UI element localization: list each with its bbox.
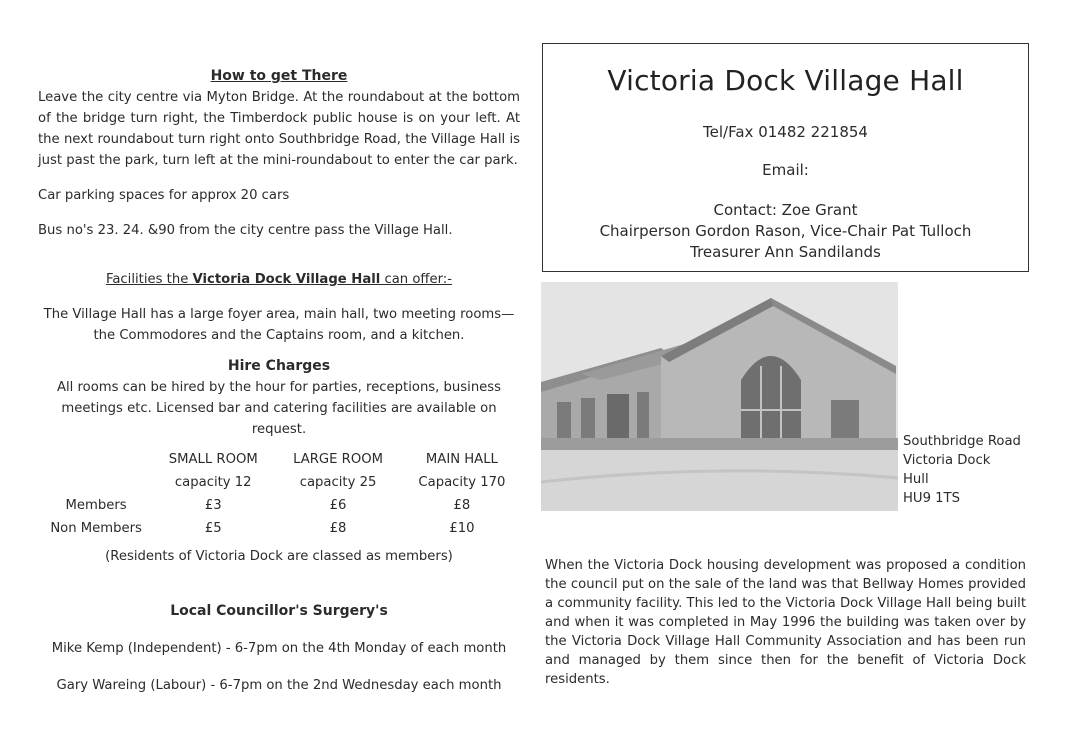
treasurer-line: Treasurer Ann Sandilands bbox=[690, 243, 881, 261]
facilities-hall-name: Victoria Dock Village Hall bbox=[192, 272, 381, 287]
corner-cell bbox=[38, 448, 154, 471]
price-row-members bbox=[38, 494, 520, 517]
hire-charges-title: Hire Charges bbox=[227, 358, 331, 374]
room-capacity: capacity 25 bbox=[299, 475, 377, 490]
tel-fax: Tel/Fax 01482 221854 bbox=[703, 123, 868, 141]
directions-text: Leave the city centre via Myton Bridge. At the roundabout at the bottom of the bridge turn right, the Timberdock public house is on your left. At the next roundabout turn right onto Southbridge Road, the Village Hall is just past the park, turn left at the mini-roundabout to enter the car park. bbox=[38, 90, 520, 168]
price-cell: £10 bbox=[449, 521, 475, 536]
corner-cell bbox=[38, 471, 154, 494]
surgery-line-1: Mike Kemp (Independent) - 6-7pm on the 4th Monday of each month bbox=[51, 641, 507, 656]
left-column bbox=[38, 66, 520, 696]
facilities-prefix: Facilities the bbox=[105, 272, 193, 287]
bus-text: Bus no's 23. 24. &90 from the city centre pass the Village Hall. bbox=[38, 223, 453, 238]
hire-line-1: All rooms can be hired by the hour for parties, receptions, business bbox=[56, 380, 502, 395]
hire-charges-table bbox=[38, 448, 520, 540]
facilities-heading bbox=[38, 269, 520, 290]
header-box bbox=[542, 43, 1029, 272]
residents-note: (Residents of Victoria Dock are classed as members) bbox=[105, 549, 453, 564]
parking-text: Car parking spaces for approx 20 cars bbox=[38, 188, 290, 203]
hall-photo bbox=[541, 282, 898, 511]
email-label: Email: bbox=[762, 161, 809, 179]
price-cell: £8 bbox=[453, 498, 471, 513]
history-paragraph: When the Victoria Dock housing development was proposed a condition the council put on the sale of the land was that Bellway Homes provided a community facility. This led to the Victoria Dock Village Hall being built and when it was completed in May 1996 the building was taken over by the Victoria Dock Village Hall Community Association and has been run and managed by them since then for the benefit of Victoria Dock residents. bbox=[545, 558, 1026, 687]
room-name-row bbox=[38, 448, 520, 471]
address-line: Southbridge Road bbox=[903, 434, 1021, 449]
room-capacity-row bbox=[38, 471, 520, 494]
address-line: Hull bbox=[903, 472, 929, 487]
address-block bbox=[903, 432, 1021, 508]
facilities-suffix: can offer:- bbox=[380, 272, 453, 287]
contact-name: Contact: Zoe Grant bbox=[713, 201, 858, 219]
surgery-line-2: Gary Wareing (Labour) - 6-7pm on the 2nd Wednesday each month bbox=[56, 678, 502, 693]
price-cell: £8 bbox=[329, 521, 347, 536]
contact-block bbox=[543, 200, 1028, 263]
price-cell: £6 bbox=[329, 498, 347, 513]
row-label: Members bbox=[65, 498, 127, 513]
hall-photo-illustration bbox=[541, 282, 898, 511]
room-capacity: capacity 12 bbox=[174, 475, 252, 490]
address-line: Victoria Dock bbox=[903, 453, 991, 468]
room-capacity: Capacity 170 bbox=[418, 475, 506, 490]
address-line: HU9 1TS bbox=[903, 491, 960, 506]
facilities-line-1: The Village Hall has a large foyer area, main hall, two meeting rooms— bbox=[43, 307, 515, 322]
price-cell: £5 bbox=[204, 521, 222, 536]
hall-title: Victoria Dock Village Hall bbox=[607, 64, 964, 97]
room-name: SMALL ROOM bbox=[168, 452, 258, 467]
chair-line: Chairperson Gordon Rason, Vice-Chair Pat Tulloch bbox=[599, 222, 972, 240]
facilities-line-2: the Commodores and the Captains room, and a kitchen. bbox=[93, 328, 465, 343]
row-label: Non Members bbox=[50, 521, 142, 536]
price-cell: £3 bbox=[204, 498, 222, 513]
price-row-non-members bbox=[38, 517, 520, 540]
directions-heading: How to get There bbox=[210, 68, 348, 84]
surgery-title: Local Councillor's Surgery's bbox=[170, 603, 388, 619]
room-name: LARGE ROOM bbox=[293, 452, 383, 467]
hire-line-2: meetings etc. Licensed bar and catering facilities are available on request. bbox=[61, 401, 497, 437]
room-name: MAIN HALL bbox=[425, 452, 498, 467]
